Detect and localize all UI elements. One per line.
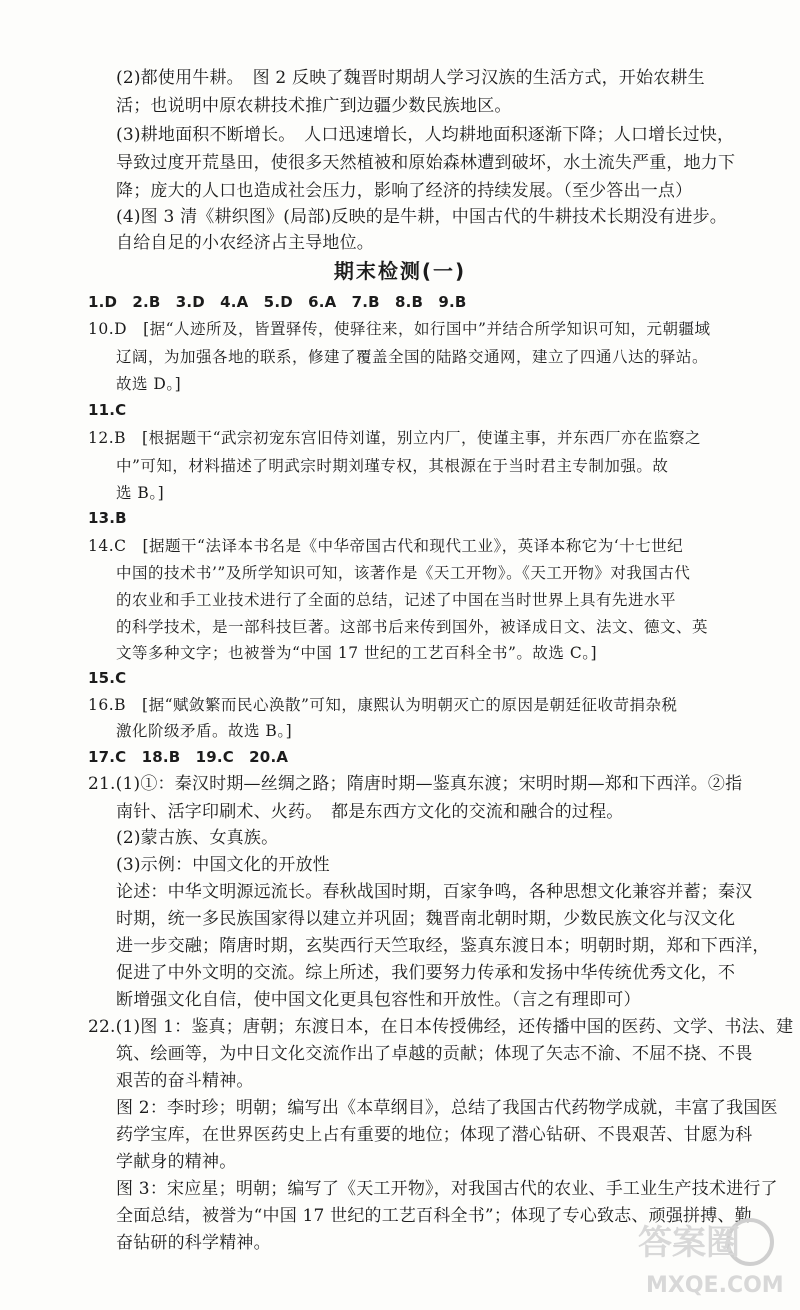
answer-q13: 13.B bbox=[88, 509, 127, 527]
text-line: 活；也说明中原农耕技术推广到边疆少数民族地区。 bbox=[116, 96, 512, 116]
watermark-text: 答案圈 bbox=[638, 1223, 740, 1263]
text-line: 断增强文化自信，使中国文化更具包容性和开放性。（言之有理即可） bbox=[116, 990, 641, 1010]
text-line: 奋钻研的科学精神。 bbox=[116, 1233, 271, 1253]
answer-q11: 11.C bbox=[88, 401, 127, 419]
text-line: 辽阔，为加强各地的联系，修建了覆盖全国的陆路交通网，建立了四通八达的驿站。 bbox=[116, 348, 709, 366]
watermark-logo bbox=[618, 1212, 788, 1302]
text-line: 时期，统一多民族国家得以建立并巩固；魏晋南北朝时期，少数民族文化与汉文化 bbox=[116, 909, 736, 929]
text-line: 论述：中华文明源远流长。春秋战国时期，百家争鸣，各种思想文化兼容并蓄；秦汉 bbox=[116, 882, 753, 902]
text-line: 降；庞大的人口也造成社会压力，影响了经济的持续发展。（至少答出一点） bbox=[116, 181, 693, 201]
text-line: 的农业和手工业技术进行了全面的总结，记述了中国在当时世界上具有先进水平 bbox=[116, 591, 677, 609]
text-line: 自给自足的小农经济占主导地位。 bbox=[116, 233, 374, 253]
text-line: 中国的技术书’”及所学知识可知，该著作是《天工开物》。《天工开物》对我国古代 bbox=[116, 564, 691, 582]
watermark-url: MXQE.COM bbox=[646, 1273, 784, 1298]
answer-q15: 15.C bbox=[88, 669, 127, 687]
text-line: 选 B。] bbox=[116, 484, 165, 502]
text-line: (2)蒙古族、女真族。 bbox=[116, 828, 279, 848]
text-line: 中”可知，材料描述了明武宗时期刘瑾专权，其根源在于当时君主专制加强。故 bbox=[116, 457, 669, 475]
text-line: (3)耕地面积不断增长。 人口迅速增长，人均耕地面积逐渐下降；人口增长过快， bbox=[116, 125, 735, 145]
text-line: 筑、绘画等，为中日文化交流作出了卓越的贡献；体现了矢志不渝、不屈不挠、不畏 bbox=[116, 1044, 753, 1064]
section-title: 期末检测(一) bbox=[333, 259, 467, 283]
text-line: 导致过度开荒垦田，使很多天然植被和原始森林遭到破坏，水土流失严重，地力下 bbox=[116, 153, 736, 173]
text-line: 药学宝库，在世界医药史上占有重要的地位；体现了潜心钻研、不畏艰苦、甘愿为科 bbox=[116, 1125, 753, 1145]
answer-q10: 10.D [据“人迹所及，皆置驿传，使驿往来，如行国中”并结合所学知识可知，元朝疆域 bbox=[88, 320, 711, 338]
text-line: 图 3：宋应星；明朝；编写了《天工开物》，对我国古代的农业、手工业生产技术进行了 bbox=[116, 1179, 778, 1199]
answer-q22: 22.(1)图 1：鉴真；唐朝；东渡日本，在日本传授佛经，还传播中国的医药、文学、书法、建 bbox=[88, 1017, 794, 1037]
answer-q14: 14.C [据题干“法译本书名是《中华帝国古代和现代工业》，英译本称它为‘十七世纪 bbox=[88, 537, 684, 555]
text-line: 的科学技术，是一部科技巨著。这部书后来传到国外，被译成日文、法文、德文、英 bbox=[116, 618, 709, 636]
text-line: 艰苦的奋斗精神。 bbox=[116, 1071, 254, 1091]
text-line: 学献身的精神。 bbox=[116, 1152, 237, 1172]
text-line: (2)都使用牛耕。 图 2 反映了魏晋时期胡人学习汉族的生活方式，开始农耕生 bbox=[116, 68, 705, 88]
text-line: (4)图 3 清《耕织图》(局部)反映的是牛耕，中国古代的牛耕技术长期没有进步。 bbox=[116, 207, 727, 227]
text-line: 南针、活字印刷术、火药。 都是东西方文化的交流和融合的过程。 bbox=[116, 802, 624, 822]
text-line: 激化阶级矛盾。故选 B。] bbox=[116, 722, 293, 740]
text-line: 文等多种文字；也被誉为“中国 17 世纪的工艺百科全书”。故选 C。] bbox=[116, 644, 598, 662]
text-line: 图 2：李时珍；明朝；编写出《本草纲目》，总结了我国古代药物学成就，丰富了我国医 bbox=[116, 1098, 778, 1118]
answer-q12: 12.B [根据题干“武宗初宠东宫旧侍刘谨，别立内厂，使谨主事，并东西厂亦在监察之 bbox=[88, 429, 702, 447]
answer-row: 17.C 18.B 19.C 20.A bbox=[88, 748, 289, 766]
text-line: 全面总结，被誉为“中国 17 世纪的工艺百科全书”；体现了专心致志、顽强拼搏、勤 bbox=[116, 1206, 752, 1226]
text-line: 故选 D。] bbox=[116, 375, 182, 393]
answer-row: 1.D 2.B 3.D 4.A 5.D 6.A 7.B 8.B 9.B bbox=[88, 293, 467, 311]
text-line: 促进了中外文明的交流。综上所述，我们要努力传承和发扬中华传统优秀文化，不 bbox=[116, 963, 736, 983]
answer-q16: 16.B [据“赋敛繁而民心涣散”可知，康熙认为明朝灭亡的原因是朝廷征收苛捐杂税 bbox=[88, 696, 678, 714]
answer-q21: 21.(1)①：秦汉时期—丝绸之路；隋唐时期—鉴真东渡；宋明时期—郑和下西洋。②指 bbox=[88, 774, 743, 794]
text-line: (3)示例：中国文化的开放性 bbox=[116, 855, 330, 875]
text-line: 进一步交融；隋唐时期，玄奘西行天竺取经，鉴真东渡日本；明朝时期，郑和下西洋， bbox=[116, 936, 770, 956]
